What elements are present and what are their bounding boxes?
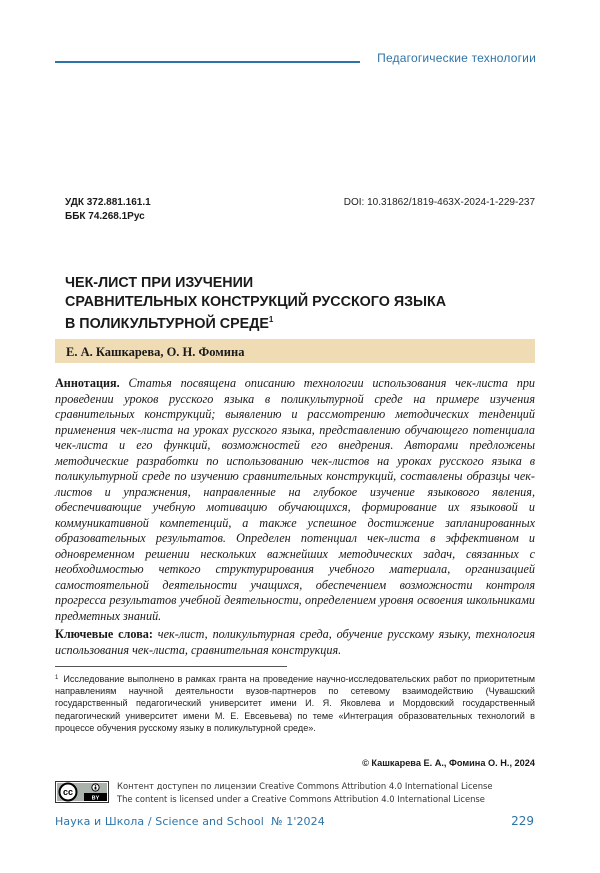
authors: Е. А. Кашкарева, О. Н. Фомина xyxy=(66,345,244,360)
cc-badge-text: cc xyxy=(63,787,73,797)
license-text-ru: Контент доступен по лицензии Creative Commons Attribution 4.0 International License xyxy=(117,781,493,791)
by-badge-text: BY xyxy=(92,796,100,802)
abstract-label: Аннотация. xyxy=(55,376,120,390)
footnote-text: Исследование выполнено в рамках гранта на проведение научно-исследовательских работ по приоритетным направлениям научной деятельности вузов-партнеров по сетевому взаимодействию (Чувашский государственный педагогический университет имени И. Я. Яковлева и Мордовский государственный педагогический университет имени М. Е. Евсевьева) по теме «Интеграция образовательных технологий в процессе обучения русскому языку в поликультурной среде». xyxy=(55,674,535,733)
title-line-3-text: В ПОЛИКУЛЬТУРНОЙ СРЕДЕ xyxy=(65,316,269,332)
footnote-mark: 1 xyxy=(55,675,58,681)
keywords-text: чек-лист, поликультурная среда, обучение русскому языку, технология использования чек-листа, сравнительная конструкция. xyxy=(55,627,535,657)
journal-footer: Наука и Школа / Science and School № 1'2024 xyxy=(55,815,325,828)
title-line-1: ЧЕК-ЛИСТ ПРИ ИЗУЧЕНИИ xyxy=(65,274,535,293)
section-label: Педагогические технологии xyxy=(377,51,536,65)
cc-by-license-icon[interactable] xyxy=(55,781,109,803)
article-title xyxy=(65,274,535,334)
title-line-3 xyxy=(65,311,535,334)
page-number: 229 xyxy=(511,814,534,828)
copyright: © Кашкарева Е. А., Фомина О. Н., 2024 xyxy=(362,758,535,768)
bbk-code: ББК 74.268.1Рус xyxy=(65,211,145,222)
title-footnote-mark[interactable]: 1 xyxy=(269,315,273,324)
udc-code: УДК 372.881.161.1 xyxy=(65,197,151,208)
doi: DOI: 10.31862/1819-463X-2024-1-229-237 xyxy=(344,197,535,208)
footnote xyxy=(55,672,535,734)
license-text-en: The content is licensed under a Creative Commons Attribution 4.0 International License xyxy=(117,794,485,804)
footnote-rule xyxy=(55,666,287,667)
title-line-2: СРАВНИТЕЛЬНЫХ КОНСТРУКЦИЙ РУССКОГО ЯЗЫКА xyxy=(65,293,535,312)
abstract-text: Статья посвящена описанию технологии использования чек-листа при проведении уроков русского языка в поликультурной среде на примере изучения сравнительных конструкций; выявлению и рассмотрению методических тенденций применения чек-листа на уроках русского языка, представлению обучающего потенциала чек-листа и его функций, возможностей его внедрения. Авторами предложены методические разработки по использованию чек-листов на уроках русского языка в поликультурной среде по изучению сравнительных конструкций, составлены образцы чек-листов и упражнения, направленные на глубокое изучение языкового явления, обеспечивающие учебную мотивацию обучающихся, формирование их языковой и коммуникативной компетенций, а также успешное достижение запланированных образовательных результатов. Определен потенциал чек-листа в эффективном и одновременном решении нескольких важнейших методических задач, связанных с необходимостью четкого структурирования учебного материала, организацией самостоятельной деятельности учащихся, обеспечением возможности контроля прогресса результатов учебной деятельности, определением уровня освоения школьниками предметных знаний. xyxy=(55,376,535,623)
section-rule xyxy=(55,61,360,63)
keywords xyxy=(55,627,535,658)
keywords-label: Ключевые слова: xyxy=(55,627,153,641)
abstract xyxy=(55,376,535,624)
